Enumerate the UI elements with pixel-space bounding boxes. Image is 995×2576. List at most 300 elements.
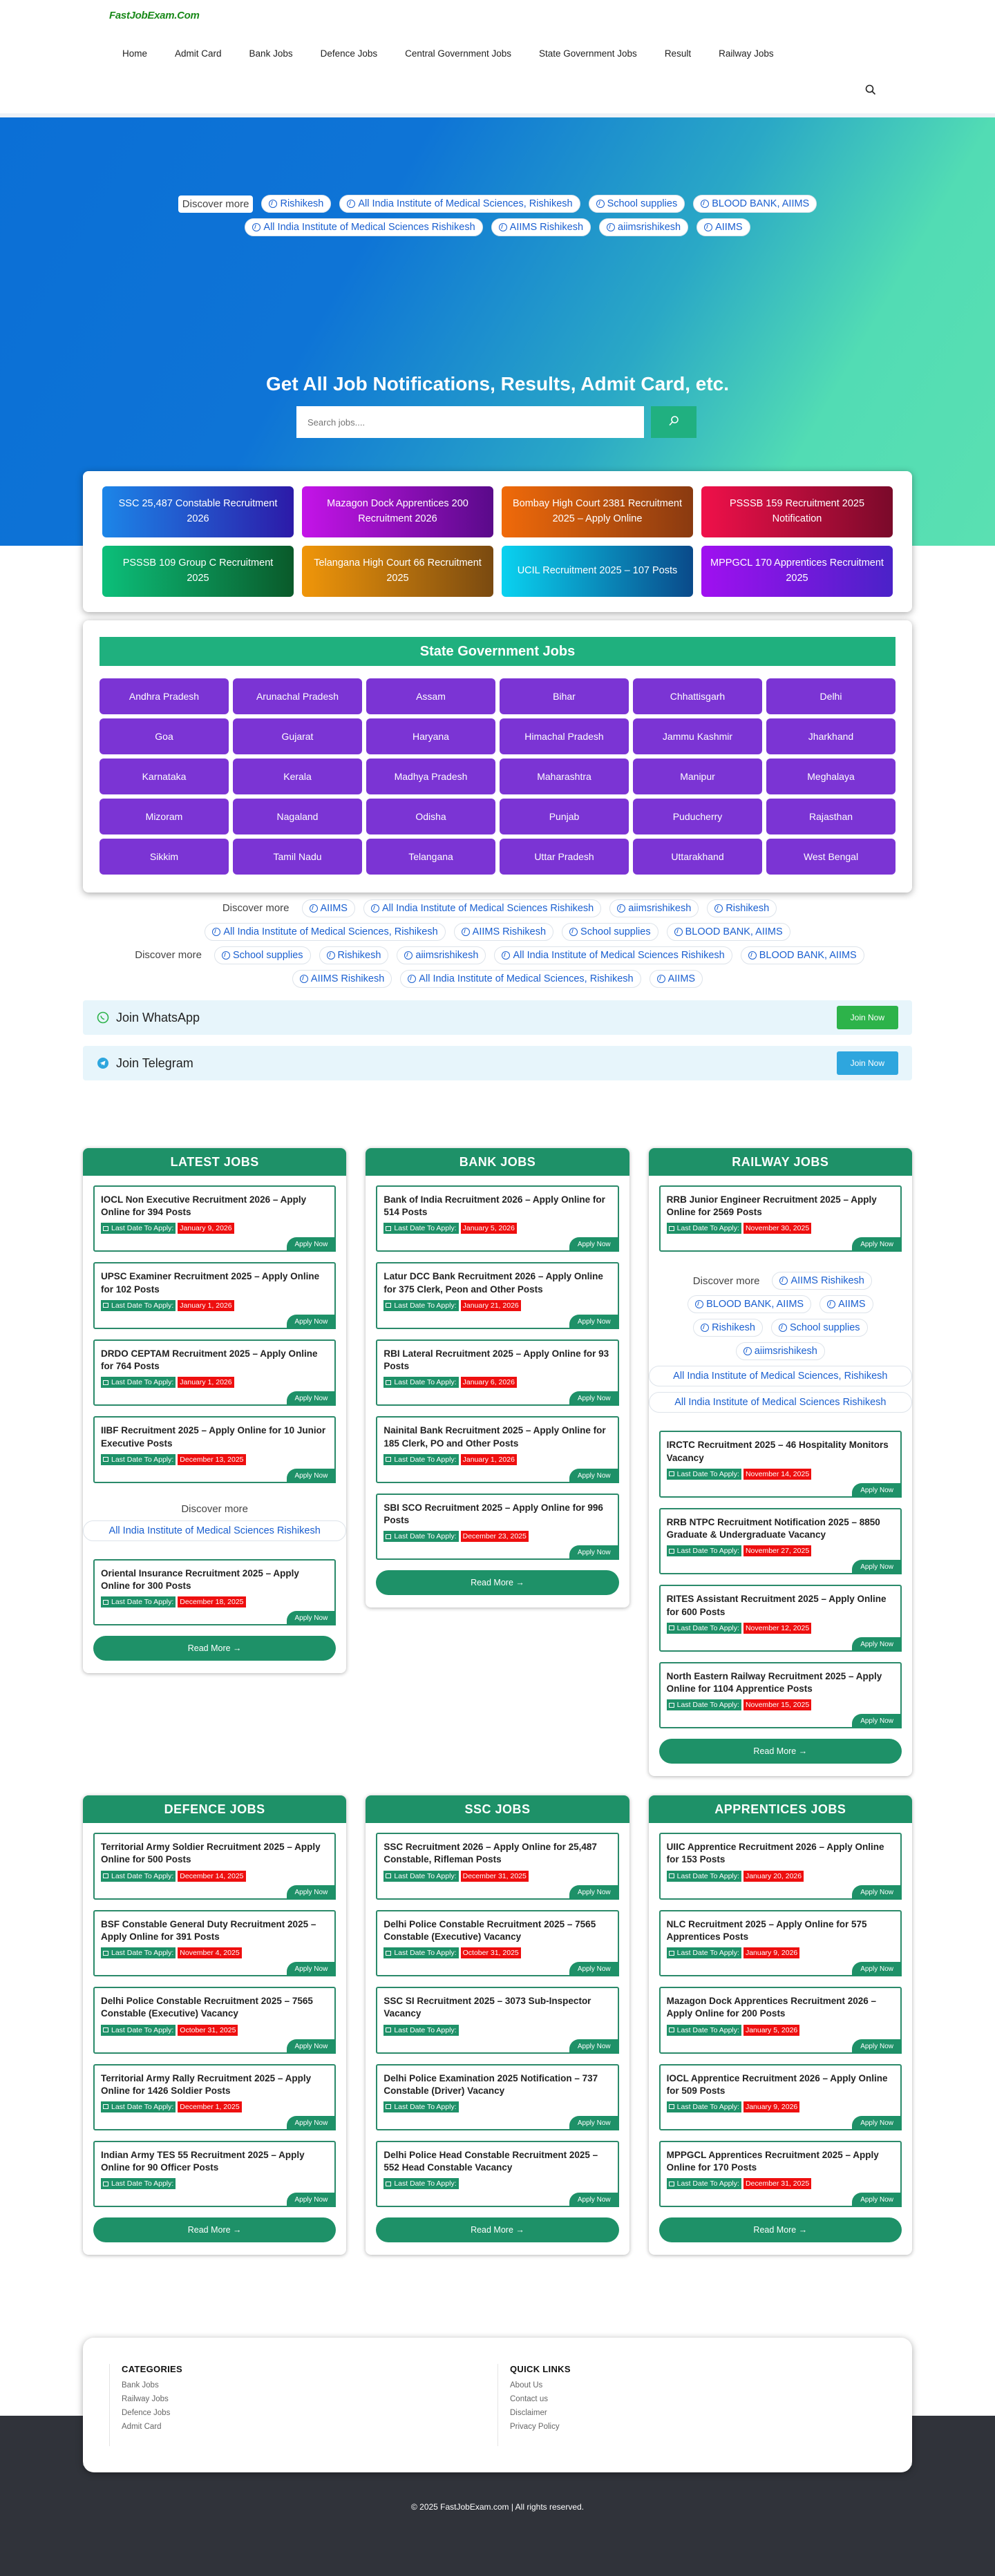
calendar-icon [386, 1303, 391, 1308]
footer-link-about-us[interactable]: About Us [510, 2381, 543, 2390]
last-date-label [667, 2101, 741, 2112]
calendar-icon [103, 1303, 108, 1308]
apply-now-button[interactable]: Apply Now [852, 1962, 902, 1976]
lightning-icon [779, 1324, 787, 1332]
join-whatsapp-label: Join WhatsApp [116, 1010, 200, 1024]
calendar-icon [103, 1873, 108, 1878]
last-date-text: Last Date To Apply: [111, 2102, 174, 2111]
calendar-icon [386, 2028, 391, 2032]
featured-job-tile[interactable]: SSC 25,487 Constable Recruitment 2026 [102, 486, 294, 537]
last-date-text: Last Date To Apply: [111, 1455, 174, 1464]
discover-chip[interactable] [589, 195, 685, 213]
last-date-label [667, 1947, 741, 1958]
last-date-row [383, 1223, 611, 1234]
discover-chip[interactable] [772, 1272, 871, 1290]
chip-label: aiimsrishikesh [618, 222, 681, 233]
apply-now-button[interactable]: Apply Now [852, 2193, 902, 2207]
last-date-row [101, 1377, 328, 1388]
state-button[interactable]: West Bengal [766, 839, 896, 875]
job-card [93, 1185, 336, 1252]
last-date-text: Last Date To Apply: [111, 1598, 174, 1607]
state-button[interactable]: Jharkhand [766, 718, 896, 754]
job-title[interactable]: MPPGCL Apprentices Recruitment 2025 – Apply Online for 170 Posts [666, 2149, 879, 2173]
search-submit-button[interactable] [651, 406, 696, 438]
chip-label: All India Institute of Medical Sciences Rishikesh [674, 1397, 887, 1409]
footer-categories-title: CATEGORIES [122, 2364, 182, 2375]
discover-chip[interactable] [339, 195, 580, 213]
job-title[interactable]: BSF Constable General Duty Recruitment 2025 – Apply Online for 391 Posts [101, 1918, 316, 1942]
discover-chip[interactable] [454, 923, 553, 941]
job-title[interactable]: IRCTC Recruitment 2025 – 46 Hospitality Monitors Vacancy [666, 1440, 889, 1463]
apply-now-button[interactable]: Apply Now [852, 1885, 902, 1900]
chip-label: School supplies [580, 926, 651, 937]
column-title: SSC JOBS [366, 1795, 629, 1823]
apply-now-button[interactable]: Apply Now [287, 1315, 337, 1329]
job-title[interactable]: Delhi Police Head Constable Recruitment 2025 – 552 Head Constable Vacancy [383, 2149, 598, 2173]
nav-defence-jobs[interactable]: Defence Jobs [320, 48, 378, 59]
job-card [659, 1662, 902, 1728]
calendar-icon [669, 1873, 674, 1878]
nav-central-government-jobs[interactable]: Central Government Jobs [405, 48, 511, 59]
chip-label: aiimsrishikesh [415, 950, 479, 961]
discover-chip[interactable] [688, 1295, 811, 1313]
apply-now-button[interactable]: Apply Now [287, 1469, 337, 1483]
last-date-row [667, 2025, 894, 2036]
discover-chip[interactable] [649, 1392, 912, 1413]
job-title[interactable]: Delhi Police Constable Recruitment 2025 – 7565 Constable (Executive) Vacancy [101, 1996, 313, 2019]
state-button[interactable]: Sikkim [100, 839, 229, 875]
discover-chip[interactable] [696, 218, 750, 236]
discover-chip[interactable] [693, 1319, 763, 1337]
chip-label: BLOOD BANK, AIIMS [685, 926, 783, 937]
calendar-icon [386, 2104, 391, 2109]
apply-now-button[interactable]: Apply Now [852, 1483, 902, 1498]
last-date-value: January 1, 2026 [178, 1377, 234, 1388]
job-title[interactable]: Territorial Army Soldier Recruitment 2025 – Apply Online for 500 Posts [101, 1842, 321, 1865]
calendar-icon [386, 1226, 391, 1231]
state-button[interactable]: Andhra Pradesh [100, 678, 229, 714]
last-date-value: January 6, 2026 [461, 1377, 517, 1388]
state-button[interactable]: Haryana [366, 718, 495, 754]
calendar-icon [386, 2182, 391, 2186]
apply-now-button[interactable]: Apply Now [569, 1962, 619, 1976]
calendar-icon [103, 1457, 108, 1462]
job-title[interactable]: RBI Lateral Recruitment 2025 – Apply Online for 93 Posts [383, 1348, 609, 1372]
apply-now-button[interactable]: Apply Now [287, 1611, 337, 1625]
read-more-button[interactable]: Read More → [659, 1739, 902, 1764]
job-card [93, 1416, 336, 1482]
discover-chip[interactable] [491, 218, 591, 236]
job-title[interactable]: SSC Recruitment 2026 – Apply Online for 25,487 Constable, Rifleman Posts [383, 1842, 597, 1865]
discover-chip[interactable] [363, 899, 601, 917]
job-card [93, 2141, 336, 2207]
state-button[interactable]: Mizoram [100, 799, 229, 834]
last-date-row [101, 1300, 328, 1311]
last-date-text: Last Date To Apply: [111, 1378, 174, 1387]
last-date-text: Last Date To Apply: [111, 1871, 174, 1880]
telegram-icon [97, 1057, 109, 1069]
discover-chip[interactable] [650, 970, 703, 988]
state-button[interactable]: Karnataka [100, 759, 229, 794]
state-button[interactable]: Meghalaya [766, 759, 896, 794]
read-more-button[interactable]: Read More → [376, 2217, 618, 2242]
chip-label: Rishikesh [712, 1322, 755, 1334]
state-jobs-section [83, 620, 912, 893]
state-grid [100, 678, 896, 875]
last-date-label [101, 1947, 176, 1958]
chip-label: BLOOD BANK, AIIMS [706, 1299, 804, 1310]
last-date-row [383, 1531, 611, 1542]
job-title[interactable]: Territorial Army Rally Recruitment 2025 – Apply Online for 1426 Soldier Posts [101, 2072, 312, 2096]
last-date-row [383, 2178, 611, 2189]
lightning-icon [827, 1300, 835, 1308]
read-more-button[interactable]: Read More → [93, 1636, 336, 1661]
apply-now-button[interactable]: Apply Now [569, 2193, 619, 2207]
discover-chip[interactable] [736, 1342, 825, 1360]
footer-links-card [83, 2338, 912, 2472]
footer-link-railway-jobs[interactable]: Railway Jobs [122, 2395, 169, 2404]
footer-link-privacy-policy[interactable]: Privacy Policy [510, 2423, 560, 2432]
calendar-icon [103, 1380, 108, 1385]
last-date-value: January 5, 2026 [461, 1223, 517, 1234]
job-title[interactable]: Delhi Police Constable Recruitment 2025 – 7565 Constable (Executive) Vacancy [383, 1918, 596, 1942]
discover-chip[interactable] [667, 923, 790, 941]
apply-now-button[interactable]: Apply Now [569, 1885, 619, 1900]
footer-link-disclaimer[interactable]: Disclaimer [510, 2409, 547, 2418]
last-date-value: November 30, 2025 [743, 1223, 811, 1234]
calendar-icon [103, 1600, 108, 1605]
discover-row [649, 1319, 912, 1337]
state-button[interactable]: Uttar Pradesh [500, 839, 629, 875]
last-date-row [101, 2025, 328, 2036]
apply-now-button[interactable]: Apply Now [569, 2116, 619, 2130]
state-button[interactable]: Puducherry [633, 799, 762, 834]
join-telegram-button[interactable]: Join Now [837, 1051, 898, 1075]
discover-chip[interactable] [707, 899, 777, 917]
last-date-value: December 14, 2025 [178, 1871, 245, 1882]
job-column-railway-jobs [649, 1148, 912, 1776]
chip-label: School supplies [607, 198, 678, 209]
lightning-icon [408, 975, 416, 983]
last-date-row [383, 1377, 611, 1388]
featured-job-tile[interactable]: MPPGCL 170 Apprentices Recruitment 2025 [701, 546, 893, 597]
apply-now-button[interactable]: Apply Now [287, 2116, 337, 2130]
apply-now-button[interactable]: Apply Now [287, 1391, 337, 1406]
featured-job-tile[interactable]: Bombay High Court 2381 Recruitment 2025 – Apply Online [502, 486, 693, 537]
featured-job-tile[interactable]: PSSSB 159 Recruitment 2025 Notification [701, 486, 893, 537]
last-date-text: Last Date To Apply: [676, 2102, 739, 2111]
last-date-text: Last Date To Apply: [676, 2179, 739, 2188]
last-date-text: Last Date To Apply: [394, 1301, 457, 1310]
calendar-icon [669, 1703, 674, 1708]
discover-row [83, 970, 912, 988]
job-title[interactable]: Delhi Police Examination 2025 Notification – 737 Constable (Driver) Vacancy [383, 2072, 598, 2096]
discover-chip[interactable] [214, 946, 311, 964]
discover-chip[interactable] [302, 899, 355, 917]
job-title[interactable]: Mazagon Dock Apprentices Recruitment 2026 – Apply Online for 200 Posts [666, 1996, 876, 2019]
state-button[interactable]: Gujarat [233, 718, 362, 754]
read-more-button[interactable]: Read More → [376, 1570, 618, 1595]
lightning-icon [617, 904, 625, 913]
state-button[interactable]: Bihar [500, 678, 629, 714]
job-title[interactable]: UIIC Apprentice Recruitment 2026 – Apply Online for 153 Posts [666, 1842, 884, 1865]
apply-now-button[interactable]: Apply Now [852, 1237, 902, 1252]
discover-chip[interactable] [319, 946, 389, 964]
last-date-value: January 9, 2026 [178, 1223, 234, 1234]
apply-now-button[interactable]: Apply Now [569, 2039, 619, 2054]
discover-chip[interactable] [400, 970, 641, 988]
whatsapp-icon [97, 1011, 109, 1024]
job-title[interactable]: Oriental Insurance Recruitment 2025 – Apply Online for 300 Posts [101, 1567, 299, 1591]
discover-chip[interactable] [292, 970, 392, 988]
last-date-row [667, 1947, 894, 1958]
calendar-icon [669, 1625, 674, 1630]
job-title[interactable]: North Eastern Railway Recruitment 2025 – Apply Online for 1104 Apprentice Posts [666, 1670, 882, 1694]
state-button[interactable]: Jammu Kashmir [633, 718, 762, 754]
last-date-value: November 15, 2025 [743, 1699, 811, 1710]
last-date-value: November 14, 2025 [743, 1469, 811, 1480]
chip-label: AIIMS Rishikesh [509, 222, 584, 233]
featured-job-tile[interactable]: Telangana High Court 66 Recruitment 2025 [302, 546, 493, 597]
job-title[interactable]: Indian Army TES 55 Recruitment 2025 – Apply Online for 90 Officer Posts [101, 2149, 305, 2173]
job-title[interactable]: RRB NTPC Recruitment Notification 2025 – 8850 Graduate & Undergraduate Vacancy [666, 1516, 880, 1540]
job-title[interactable]: Bank of India Recruitment 2026 – Apply Online for 514 Posts [383, 1194, 605, 1218]
column-title: BANK JOBS [366, 1148, 629, 1176]
last-date-row [667, 1469, 894, 1480]
job-card [659, 2141, 902, 2207]
last-date-value: January 9, 2026 [743, 1947, 799, 1958]
join-whatsapp-button[interactable]: Join Now [837, 1006, 898, 1029]
discover-chip[interactable] [649, 1366, 912, 1386]
job-title[interactable]: UPSC Examiner Recruitment 2025 – Apply Online for 102 Posts [101, 1271, 320, 1295]
state-button[interactable]: Odisha [366, 799, 495, 834]
calendar-icon [669, 1471, 674, 1476]
state-button[interactable]: Madhya Pradesh [366, 759, 495, 794]
discover-chip[interactable] [819, 1295, 873, 1313]
job-card [659, 1508, 902, 1574]
last-date-text: Last Date To Apply: [394, 1455, 457, 1464]
job-title[interactable]: SSC SI Recruitment 2025 – 3073 Sub-Inspector Vacancy [383, 1996, 591, 2019]
job-title[interactable]: RRB Junior Engineer Recruitment 2025 – Apply Online for 2569 Posts [666, 1194, 877, 1218]
discover-row [83, 923, 912, 941]
calendar-icon [386, 1873, 391, 1878]
apply-now-button[interactable]: Apply Now [287, 1237, 337, 1252]
discover-chip[interactable] [562, 923, 658, 941]
apply-now-button[interactable]: Apply Now [569, 1237, 619, 1252]
discover-chip[interactable] [205, 923, 445, 941]
featured-jobs-box [83, 471, 912, 612]
job-title[interactable]: IIBF Recruitment 2025 – Apply Online for 10 Junior Executive Posts [101, 1425, 326, 1449]
lightning-icon [701, 200, 709, 208]
job-title[interactable]: NLC Recruitment 2025 – Apply Online for 575 Apprentices Posts [666, 1918, 867, 1942]
discover-chip[interactable] [741, 946, 864, 964]
footer-link-defence-jobs[interactable]: Defence Jobs [122, 2409, 171, 2418]
last-date-label [101, 1300, 176, 1311]
lightning-icon [607, 223, 615, 231]
discover-chip[interactable] [397, 946, 486, 964]
last-date-row [101, 1596, 328, 1607]
discover-chip[interactable] [245, 218, 482, 236]
discover-row [649, 1272, 912, 1290]
discover-chip[interactable] [261, 195, 331, 213]
last-date-value: November 4, 2025 [178, 1947, 241, 1958]
last-date-value: December 31, 2025 [743, 2178, 811, 2189]
read-more-button[interactable]: Read More → [93, 2217, 336, 2242]
discover-more-label: Discover more [178, 195, 254, 213]
chip-label: AIIMS Rishikesh [472, 926, 547, 937]
apply-now-button[interactable]: Apply Now [569, 1469, 619, 1483]
chip-label: All India Institute of Medical Sciences, Rishikesh [673, 1371, 888, 1382]
nav-state-government-jobs[interactable]: State Government Jobs [538, 48, 637, 59]
last-date-row [101, 1947, 328, 1958]
last-date-text: Last Date To Apply: [676, 2025, 739, 2034]
job-title[interactable]: RITES Assistant Recruitment 2025 – Apply Online for 600 Posts [666, 1594, 887, 1617]
last-date-value: January 1, 2026 [178, 1300, 234, 1311]
apply-now-button[interactable]: Apply Now [852, 1714, 902, 1728]
last-date-value: October 31, 2025 [178, 2025, 238, 2036]
nav-bank-jobs[interactable]: Bank Jobs [249, 48, 293, 59]
last-date-label [667, 1623, 741, 1634]
last-date-label [383, 1377, 458, 1388]
footer-link-bank-jobs[interactable]: Bank Jobs [122, 2381, 159, 2390]
apply-now-button[interactable]: Apply Now [287, 2193, 337, 2207]
apply-now-button[interactable]: Apply Now [852, 1560, 902, 1574]
state-jobs-title: State Government Jobs [100, 637, 896, 666]
state-button[interactable]: Delhi [766, 678, 896, 714]
site-logo[interactable]: FastJobExam.Com [109, 10, 200, 21]
chip-label: AIIMS [838, 1299, 866, 1310]
state-button[interactable]: Chhattisgarh [633, 678, 762, 714]
state-button[interactable]: Uttarakhand [633, 839, 762, 875]
last-date-label [101, 1596, 176, 1607]
chip-label: BLOOD BANK, AIIMS [759, 950, 857, 961]
discover-chip[interactable] [83, 1520, 346, 1541]
discover-chip[interactable] [609, 899, 699, 917]
job-title[interactable]: Latur DCC Bank Recruitment 2026 – Apply Online for 375 Clerk, Peon and Other Posts [383, 1271, 603, 1295]
calendar-icon [386, 1457, 391, 1462]
discover-chip[interactable] [599, 218, 688, 236]
last-date-text: Last Date To Apply: [394, 2025, 457, 2034]
apply-now-button[interactable]: Apply Now [852, 2116, 902, 2130]
job-card [93, 1339, 336, 1406]
last-date-text: Last Date To Apply: [676, 1949, 739, 1958]
job-card [93, 1559, 336, 1625]
job-card [93, 1833, 336, 1899]
lightning-icon [714, 904, 723, 913]
last-date-value: December 31, 2025 [461, 1871, 529, 1882]
state-button[interactable]: Assam [366, 678, 495, 714]
calendar-icon [669, 1549, 674, 1554]
featured-job-tile[interactable]: UCIL Recruitment 2025 – 107 Posts [502, 546, 693, 597]
job-title[interactable]: Nainital Bank Recruitment 2025 – Apply Online for 185 Clerk, PO and Other Posts [383, 1425, 606, 1449]
nav-railway-jobs[interactable]: Railway Jobs [719, 48, 774, 59]
job-card [93, 1262, 336, 1328]
footer-link-admit-card[interactable]: Admit Card [122, 2423, 162, 2432]
apply-now-button[interactable]: Apply Now [569, 1315, 619, 1329]
last-date-label [667, 1469, 741, 1480]
discover-more-section [83, 899, 912, 988]
apply-now-button[interactable]: Apply Now [569, 1545, 619, 1560]
calendar-icon [669, 2104, 674, 2109]
last-date-value: January 20, 2026 [743, 1871, 804, 1882]
job-title[interactable]: IOCL Non Executive Recruitment 2026 – Apply Online for 394 Posts [101, 1194, 307, 1218]
discover-chip[interactable] [771, 1319, 868, 1337]
nav-result[interactable]: Result [664, 48, 692, 59]
job-title[interactable]: DRDO CEPTAM Recruitment 2025 – Apply Online for 764 Posts [101, 1348, 318, 1372]
featured-job-tile[interactable]: Mazagon Dock Apprentices 200 Recruitment 2026 [302, 486, 493, 537]
chip-label: All India Institute of Medical Sciences Rishikesh [263, 222, 475, 233]
state-button[interactable]: Telangana [366, 839, 495, 875]
chip-label: School supplies [232, 950, 303, 961]
lightning-icon [704, 223, 712, 231]
state-button[interactable]: Nagaland [233, 799, 362, 834]
last-date-label [383, 1300, 458, 1311]
apply-now-button[interactable]: Apply Now [852, 2039, 902, 2054]
last-date-value: November 12, 2025 [743, 1623, 811, 1634]
discover-row [649, 1295, 912, 1313]
apply-now-button[interactable]: Apply Now [287, 1885, 337, 1900]
apply-now-button[interactable]: Apply Now [852, 1637, 902, 1652]
job-title[interactable]: SBI SCO Recruitment 2025 – Apply Online for 996 Posts [383, 1502, 603, 1525]
job-card [376, 1987, 618, 2053]
state-button[interactable]: Rajasthan [766, 799, 896, 834]
job-card [659, 1185, 902, 1252]
last-date-text: Last Date To Apply: [394, 1949, 457, 1958]
featured-job-tile[interactable]: PSSSB 109 Group C Recruitment 2025 [102, 546, 294, 597]
nav-home[interactable]: Home [122, 48, 148, 59]
discover-chip[interactable] [494, 946, 732, 964]
search-icon[interactable] [865, 84, 878, 97]
calendar-icon [103, 2028, 108, 2032]
last-date-text: Last Date To Apply: [676, 1547, 739, 1556]
state-button[interactable]: Himachal Pradesh [500, 718, 629, 754]
lightning-icon [502, 951, 510, 960]
chip-label: AIIMS Rishikesh [310, 973, 385, 984]
hero-section [0, 117, 995, 584]
state-button[interactable]: Goa [100, 718, 229, 754]
state-button[interactable]: Punjab [500, 799, 629, 834]
state-button[interactable]: Arunachal Pradesh [233, 678, 362, 714]
state-button[interactable]: Kerala [233, 759, 362, 794]
hero-title: Get All Job Notifications, Results, Admit Card, etc. [265, 373, 730, 394]
state-button[interactable]: Tamil Nadu [233, 839, 362, 875]
apply-now-button[interactable]: Apply Now [287, 2039, 337, 2054]
last-date-text: Last Date To Apply: [394, 2179, 457, 2188]
site-footer [0, 2338, 995, 2576]
read-more-button[interactable]: Read More → [659, 2217, 902, 2242]
last-date-text: Last Date To Apply: [111, 2179, 174, 2188]
job-title[interactable]: IOCL Apprentice Recruitment 2026 – Apply Online for 509 Posts [666, 2072, 888, 2096]
state-button[interactable]: Manipur [633, 759, 762, 794]
join-whatsapp-banner [83, 1000, 912, 1035]
calendar-icon [669, 2182, 674, 2186]
apply-now-button[interactable]: Apply Now [287, 1962, 337, 1976]
last-date-row [101, 1223, 328, 1234]
state-button[interactable]: Maharashtra [500, 759, 629, 794]
last-date-row [101, 2178, 328, 2189]
job-card [659, 1585, 902, 1651]
last-date-value: January 9, 2026 [743, 2101, 799, 2112]
discover-chip[interactable] [693, 195, 817, 213]
last-date-text: Last Date To Apply: [394, 2102, 457, 2111]
footer-link-contact-us[interactable]: Contact us [510, 2395, 548, 2404]
nav-admit-card[interactable]: Admit Card [175, 48, 222, 59]
lightning-icon [212, 928, 220, 936]
search-jobs-input[interactable] [296, 406, 644, 438]
chip-label: Rishikesh [337, 950, 381, 961]
chip-label: All India Institute of Medical Sciences, Rishikesh [358, 198, 573, 209]
apply-now-button[interactable]: Apply Now [569, 1391, 619, 1406]
